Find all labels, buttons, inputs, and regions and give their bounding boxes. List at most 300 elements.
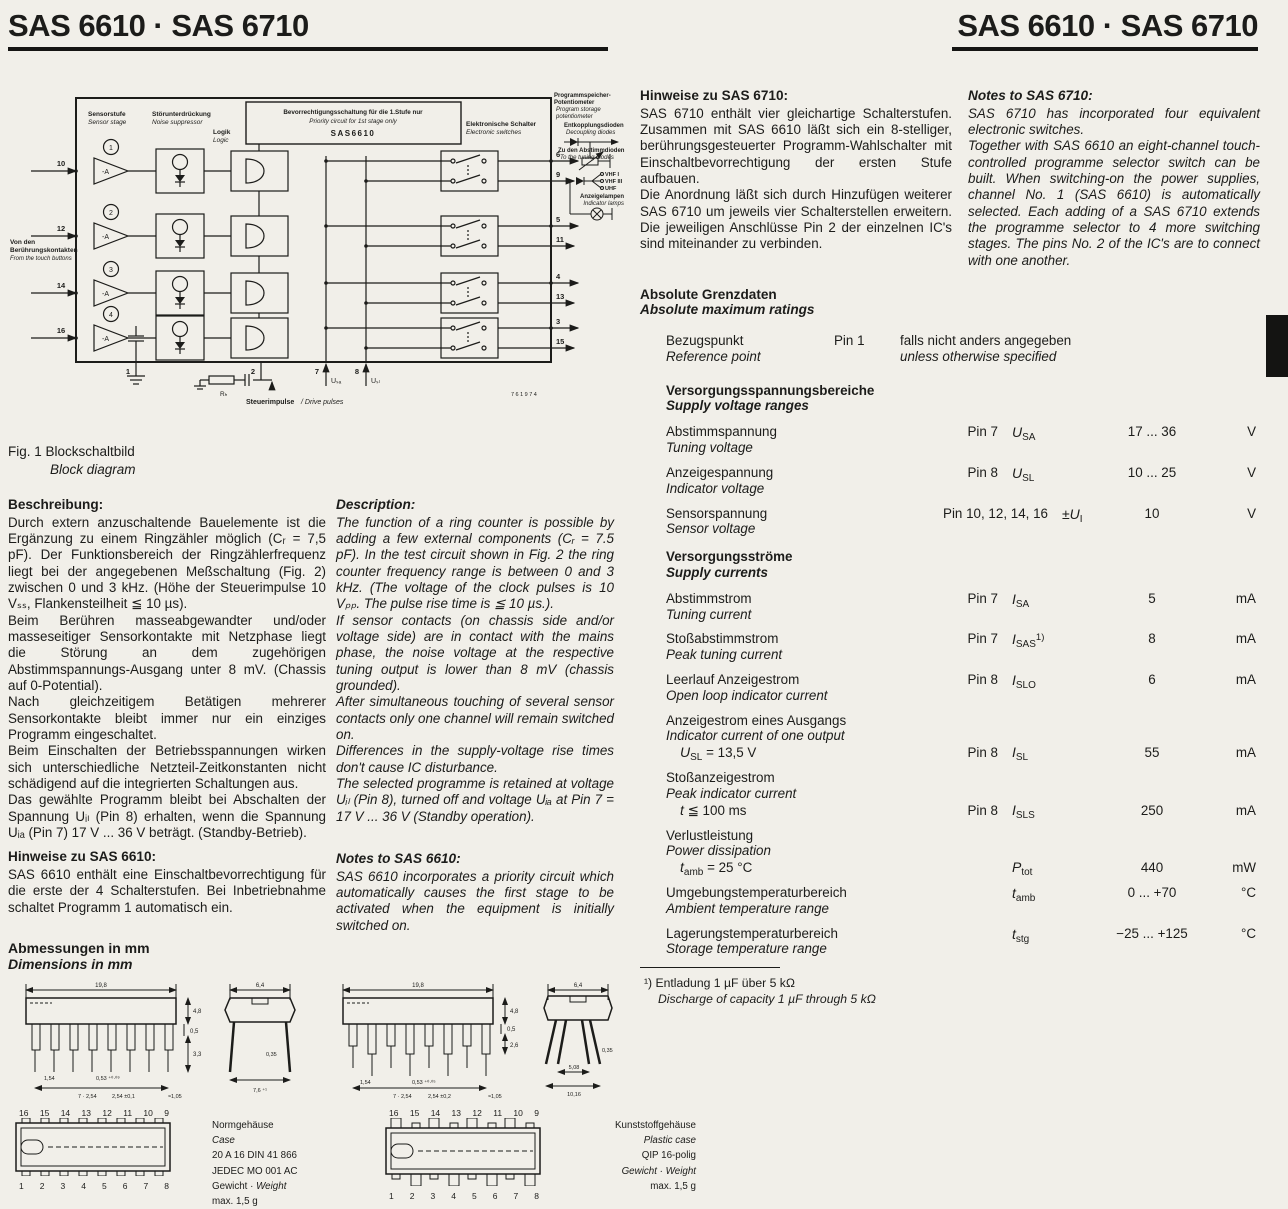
pin-number: 5 bbox=[472, 1191, 477, 1201]
touch-contacts-label-de: Von den bbox=[10, 239, 36, 246]
rating-symbol bbox=[1012, 885, 1088, 902]
sensor-stage-label-de: Sensorstufe bbox=[88, 111, 126, 118]
rating-unit: mA bbox=[1235, 590, 1256, 606]
symbol-subscript: tot bbox=[1021, 867, 1033, 879]
pin-number: 5 bbox=[102, 1181, 107, 1191]
drawing-ref-number: 761974 bbox=[511, 392, 539, 398]
pin-number: 8 bbox=[354, 367, 359, 376]
paragraph: If sensor contacts (on chassis side and/or voltage side) are in contact with the mains phase, the noise voltage at the respective tuning output is lower than 8 mV (chassis grounded). bbox=[336, 612, 614, 694]
dim-qip-body-height: 4,8 bbox=[510, 1009, 519, 1015]
rating-label-en: Indicator voltage bbox=[666, 480, 765, 496]
description-heading-en: Description: bbox=[336, 497, 416, 512]
ratings-heading bbox=[640, 287, 1260, 317]
rating-label-de: Stoßanzeigestrom bbox=[666, 770, 775, 786]
symbol-letter: I bbox=[1012, 672, 1016, 689]
header-rule-left bbox=[8, 47, 608, 51]
rating-pin: Pin 10, 12, 14, 16 bbox=[943, 505, 1048, 521]
rating-symbol bbox=[1062, 506, 1088, 523]
rating-label-en: Tuning voltage bbox=[666, 440, 753, 456]
dimensions-heading-en: Dimensions in mm bbox=[8, 956, 133, 972]
section-title-supply-currents bbox=[640, 549, 1260, 581]
symbol-letter: ±U bbox=[1062, 505, 1080, 522]
page-title-right: SAS 6610 · SAS 6710 bbox=[957, 8, 1258, 43]
rating-value: 6 bbox=[1148, 672, 1156, 688]
priority-label-de: Bevorrechtigungsschaltung für die 1.Stufe nur bbox=[283, 109, 423, 116]
weight-label-de: Gewicht · bbox=[621, 1165, 663, 1177]
uhf-label: UHF bbox=[605, 186, 617, 192]
paragraph: SAS 6710 enthält vier gleichartige Schalterstufen. Zusammen mit SAS 6610 läßt sich ein 8-stelliger, berührungsgesteuerter Programm-Wahlschalter mit Einschaltbevorrechtigung der ersten Stufe aufbauen. bbox=[640, 105, 952, 186]
rating-row bbox=[640, 672, 1260, 704]
dim-qip-side-width: 6,4 bbox=[573, 983, 583, 989]
rating-unit: V bbox=[1247, 424, 1256, 440]
notes6710-german bbox=[640, 88, 952, 269]
pin-number: 11 bbox=[556, 235, 564, 244]
notes6710-block bbox=[640, 88, 1260, 269]
stage-number: 1 bbox=[109, 145, 113, 152]
symbol-subscript: SLO bbox=[1015, 680, 1036, 692]
package-weight-value: max. 1,5 g bbox=[212, 1195, 258, 1207]
rating-pin: Pin 8 bbox=[967, 672, 998, 688]
paragraph: The selected programme is retained at voltage Uᵢₗ (Pin 8), turned off and voltage Uᵢₐ at Pin 7 = 17 V ... 36 V (Standby operation). bbox=[336, 776, 614, 824]
symbol-letter: t bbox=[1012, 884, 1016, 901]
symbol-letter: I bbox=[1012, 631, 1016, 648]
priority-chip-label: SAS6610 bbox=[330, 129, 376, 138]
reference-condition-en: unless otherwise specified bbox=[900, 348, 1057, 364]
rating-value: 55 bbox=[1144, 745, 1160, 761]
pin-number: 4 bbox=[556, 272, 561, 281]
rating-row bbox=[640, 424, 1260, 456]
pin-number: 13 bbox=[556, 292, 565, 301]
pin-number: 4 bbox=[81, 1181, 86, 1191]
pin-number: 13 bbox=[451, 1108, 461, 1118]
pin-number: 15 bbox=[39, 1108, 50, 1118]
rating-row bbox=[640, 926, 1260, 958]
rating-label-de: Sensorspannung bbox=[666, 505, 768, 521]
prog-pot-label-de2: Potentiometer bbox=[554, 100, 595, 106]
indicator-lamps-label-de: Anzeigelampen bbox=[579, 194, 624, 200]
package-top-views bbox=[8, 1108, 696, 1209]
dip-pin-numbers-top bbox=[19, 1108, 169, 1118]
paragraph: The function of a ring counter is possible by adding a few external components (Cᵣ = 7.5 pF). In the test circuit shown in Fig. 2 the ring counter frequency range is between 0 and 3 kHz. (The voltage of the clock pulses is 10 Vₚₚ. The pulse rise time is ≦ 10 µs.). bbox=[336, 514, 614, 612]
pin-number: 12 bbox=[472, 1108, 482, 1118]
description-heading-de: Beschreibung: bbox=[8, 497, 104, 512]
pin-number: 7 bbox=[143, 1181, 149, 1191]
rating-label-en: Power dissipation bbox=[666, 843, 771, 859]
rating-unit: mA bbox=[1235, 672, 1256, 688]
rating-symbol bbox=[1012, 926, 1088, 943]
rating-label-en: Indicator current of one output bbox=[666, 728, 845, 744]
section-title-de: Versorgungsspannungsbereiche bbox=[666, 382, 875, 398]
amp-label: -A bbox=[102, 234, 109, 241]
dimensions-heading-de: Abmessungen in mm bbox=[8, 940, 150, 956]
rating-pin: Pin 7 bbox=[967, 590, 998, 606]
symbol-subscript: SA bbox=[1015, 598, 1030, 610]
rating-label-de: Abstimmspannung bbox=[666, 424, 777, 440]
noise-suppressor-label-en: Noise suppressor bbox=[152, 119, 203, 126]
rating-label-de: Lagerungstemperaturbereich bbox=[666, 925, 838, 941]
paragraph: Beim Berühren masseabgewandter und/oder masseseitiger Sensorkontakte mit Netzphase liegt die Störung an dem zugehörigen Abstimmspannungs-Ausgang unter 8 mV. (Chassis auf 0-Potential). bbox=[8, 612, 326, 694]
stage-number: 2 bbox=[109, 210, 113, 217]
figure-caption-de: Fig. 1 Blockschaltbild bbox=[8, 444, 135, 459]
amp-label: -A bbox=[102, 169, 109, 176]
usl-label: Uₛₗ bbox=[371, 378, 380, 385]
section-title-en: Supply voltage ranges bbox=[666, 398, 809, 414]
qip-pin-numbers-top bbox=[389, 1108, 539, 1118]
pin-number: 11 bbox=[493, 1108, 503, 1118]
description-english-column bbox=[336, 497, 614, 934]
rating-unit: mA bbox=[1235, 745, 1256, 761]
qip-top-view-drawing bbox=[378, 1118, 550, 1186]
pin-number: 8 bbox=[164, 1181, 169, 1191]
rating-pin: Pin 7 bbox=[967, 631, 998, 647]
rating-label-en: Storage temperature range bbox=[666, 941, 827, 957]
header-rule-right bbox=[952, 47, 1258, 51]
page-title-left: SAS 6610 · SAS 6710 bbox=[8, 8, 309, 43]
section-title-en: Supply currents bbox=[666, 564, 768, 580]
pin-number: 3 bbox=[430, 1191, 436, 1201]
dip-top-view-drawing bbox=[8, 1118, 180, 1176]
rating-label-en: Peak indicator current bbox=[666, 785, 797, 801]
rating-symbol bbox=[1012, 465, 1088, 482]
drive-pulses-label-en: / Drive pulses bbox=[301, 399, 344, 406]
ratings-heading-de: Absolute Grenzdaten bbox=[640, 287, 777, 303]
rating-pin: Pin 8 bbox=[967, 745, 998, 761]
tuning-diodes-label-de: Zu den Abstimmdioden bbox=[558, 148, 625, 154]
symbol-letter: U bbox=[1012, 464, 1023, 481]
pin-number: 6 bbox=[556, 150, 561, 159]
pin-number: 10 bbox=[56, 159, 66, 168]
package-name-de: Normgehäuse bbox=[212, 1120, 274, 1131]
pin-number: 12 bbox=[102, 1108, 112, 1118]
dip-top-view bbox=[8, 1108, 180, 1191]
rating-condition bbox=[666, 859, 858, 879]
qip-top-view bbox=[378, 1108, 550, 1201]
reference-point-de: Bezugspunkt bbox=[666, 333, 744, 349]
priority-label-en: Priority circuit for 1st stage only bbox=[309, 118, 397, 125]
indicator-lamps-label-en: Indicator lamps bbox=[583, 201, 624, 207]
paragraph: Die Anordnung läßt sich durch Hinzufügen weiterer SAS 6710 um jeweils vier Schalterstellen erweitern. Die jeweiligen Anschlüsse Pin 2 der einzelnen IC's sind miteinander zu verbinden. bbox=[640, 187, 952, 252]
rating-row bbox=[640, 770, 1260, 821]
rating-value: 5 bbox=[1148, 590, 1156, 606]
rating-label-en: Open loop indicator current bbox=[666, 687, 828, 703]
pin-number: 5 bbox=[556, 215, 561, 224]
figure-caption bbox=[8, 443, 136, 478]
rating-value: 10 ... 25 bbox=[1127, 464, 1177, 480]
rating-label-de: Anzeigestrom eines Ausgangs bbox=[666, 712, 847, 728]
symbol-letter: I bbox=[1012, 590, 1016, 607]
symbol-footnote-ref: 1) bbox=[1035, 632, 1045, 644]
rating-value: 10 bbox=[1144, 505, 1160, 521]
package-weight-label bbox=[578, 1164, 696, 1179]
pin-number: 14 bbox=[430, 1108, 441, 1118]
notes6610-heading-en: Notes to SAS 6610: bbox=[336, 851, 461, 867]
dip-package-text bbox=[212, 1118, 362, 1209]
symbol-letter: I bbox=[1012, 744, 1016, 761]
section-title-supply-voltages bbox=[640, 383, 1260, 415]
dim-qip-pitch: 2,54 ±0,2 bbox=[428, 1094, 451, 1100]
reference-point-condition bbox=[900, 333, 1260, 365]
dim-dip-tip: ≈1,05 bbox=[168, 1094, 182, 1100]
rating-symbol bbox=[1012, 631, 1088, 651]
tuning-diodes-label-en: To the tuning diodes bbox=[560, 155, 614, 161]
dim-dip-row-length: 7 · 2,54 bbox=[78, 1094, 97, 1100]
rating-unit: mA bbox=[1235, 631, 1256, 647]
dim-dip-width: 19,8 bbox=[95, 983, 107, 989]
dim-qip-inner-span: 5,08 bbox=[568, 1065, 580, 1071]
rating-label-de: Stoßabstimmstrom bbox=[666, 631, 779, 647]
package-type: QIP 16-polig bbox=[641, 1150, 696, 1162]
paragraph: Durch extern anzuschaltende Bauelemente ist die Ergänzung zu einem Ringzähler möglich (Cᵣ = 7,5 pF). Der Funktionsbereich der Ringzählerfrequenz liegt bei der angegebenen Meßschaltung (Fig. 2) zwischen 0 und 3 kHz. (Höhe der Steuerimpulse 10 Vₛₛ, Flankensteilheit ≦ 10 µs). bbox=[8, 514, 326, 612]
rating-unit: °C bbox=[1240, 925, 1256, 941]
paragraph: SAS 6610 enthält eine Einschaltbevorrechtigung für die erste der 4 Schalterstufen. Bei Inbetriebnahme schaltet Programm 1 automatisch ein. bbox=[8, 867, 326, 915]
rating-value: 250 bbox=[1140, 802, 1164, 818]
absolute-maximum-ratings bbox=[640, 287, 1260, 1006]
symbol-letter: P bbox=[1012, 859, 1022, 876]
dim-qip-tip: ≈1,05 bbox=[488, 1094, 502, 1100]
condition-symbol: t bbox=[680, 859, 684, 876]
rating-label-de: Anzeigespannung bbox=[666, 464, 774, 480]
pin-number: 1 bbox=[19, 1181, 24, 1191]
stage-number: 4 bbox=[109, 312, 113, 319]
pin-number: 1 bbox=[125, 367, 130, 376]
rating-symbol bbox=[1012, 672, 1088, 692]
condition-text: = 13,5 V bbox=[702, 745, 757, 761]
rating-label-de: Leerlauf Anzeigestrom bbox=[666, 672, 800, 688]
rating-unit: °C bbox=[1240, 884, 1256, 900]
pin-number: 12 bbox=[56, 224, 66, 233]
pin-number: 3 bbox=[60, 1181, 66, 1191]
switches-label-en: Electronic switches bbox=[466, 129, 522, 136]
amp-label: -A bbox=[102, 336, 109, 343]
amp-label: -A bbox=[102, 291, 109, 298]
condition-subscript: SL bbox=[690, 752, 703, 764]
rating-row bbox=[640, 465, 1260, 497]
notes6710-heading-en: Notes to SAS 6710: bbox=[968, 88, 1093, 103]
pin-number: 15 bbox=[409, 1108, 420, 1118]
rating-unit: V bbox=[1247, 464, 1256, 480]
touch-contacts-label-en: From the touch buttons bbox=[10, 256, 72, 262]
rating-label-de: Abstimmstrom bbox=[666, 590, 752, 606]
rating-pin: Pin 8 bbox=[967, 802, 998, 818]
paragraph: SAS 6610 incorporates a priority circuit which automatically causes the first stage to be activated when the equipment is initially switched on. bbox=[336, 868, 614, 933]
rating-value: −25 ... +125 bbox=[1116, 925, 1188, 941]
dimensions-heading bbox=[8, 940, 150, 972]
rating-symbol bbox=[1012, 802, 1088, 819]
condition-symbol: U bbox=[680, 744, 691, 761]
symbol-subscript: SL bbox=[1015, 752, 1029, 764]
dim-dip-pin-width: 1,54 bbox=[44, 1076, 55, 1082]
dim-qip-lead-thickness: 0,35 bbox=[602, 1048, 613, 1054]
symbol-subscript: SLS bbox=[1015, 809, 1035, 821]
rating-row bbox=[640, 591, 1260, 623]
weight-label-en: Weight bbox=[665, 1165, 696, 1177]
rating-row bbox=[640, 506, 1260, 538]
logic-label-en: Logic bbox=[213, 137, 229, 144]
block-diagram bbox=[6, 86, 628, 434]
pin-number: 6 bbox=[492, 1191, 498, 1201]
reference-condition-de: falls nicht anders angegeben bbox=[900, 333, 1072, 349]
rating-symbol bbox=[1012, 859, 1088, 879]
symbol-letter: U bbox=[1012, 424, 1023, 441]
rating-label-en: Ambient temperature range bbox=[666, 900, 830, 916]
symbol-letter: t bbox=[1012, 925, 1016, 942]
pin-number: 13 bbox=[81, 1108, 91, 1118]
prog-pot-label-en2: potentiometer bbox=[556, 114, 593, 120]
paragraph: After simultaneous touching of several sensor contacts only one channel will remain switched on. bbox=[336, 694, 614, 743]
symbol-subscript: SAS bbox=[1015, 639, 1036, 651]
dim-dip-body-height: 4,8 bbox=[193, 1009, 202, 1015]
notes6710-heading-de: Hinweise zu SAS 6710: bbox=[640, 88, 789, 103]
pin-number: 2 bbox=[39, 1181, 45, 1191]
dim-dip-span: 7,6 ⁺¹ bbox=[253, 1088, 267, 1094]
right-half bbox=[640, 88, 1260, 1006]
reference-point-line bbox=[640, 333, 1260, 365]
symbol-letter: I bbox=[1012, 801, 1016, 818]
dim-qip-pin-width: 1,54 bbox=[360, 1080, 371, 1086]
description-german-column bbox=[8, 497, 326, 916]
figure-caption-en: Block diagram bbox=[50, 461, 136, 477]
rating-row bbox=[640, 885, 1260, 917]
pin-number: 3 bbox=[556, 317, 561, 326]
pin-number: 10 bbox=[143, 1108, 153, 1118]
dim-qip-row-length: 7 · 2,54 bbox=[393, 1094, 412, 1100]
dim-dip-side-width: 6,4 bbox=[255, 983, 265, 989]
sensor-stage-label-en: Sensor stage bbox=[88, 119, 127, 126]
rating-unit: mW bbox=[1232, 860, 1256, 876]
reference-point-en: Reference point bbox=[666, 348, 761, 364]
rating-label-en: Peak tuning current bbox=[666, 647, 783, 663]
footnote-en: Discharge of capacity 1 µF through 5 kΩ bbox=[658, 992, 876, 1007]
pin-number: 1 bbox=[389, 1191, 394, 1201]
pin-number: 14 bbox=[60, 1108, 71, 1118]
symbol-subscript: SL bbox=[1022, 472, 1035, 484]
rating-symbol bbox=[1012, 591, 1088, 608]
symbol-subscript: stg bbox=[1015, 933, 1030, 945]
paragraph: Beim Einschalten der Betriebsspannungen wirken sich unterschiedliche Netzteil-Zeitkonstanten nicht schädigend auf die integrierten Schaltungen aus. bbox=[8, 743, 326, 792]
rating-label-en: Tuning current bbox=[666, 606, 752, 622]
symbol-subscript: SA bbox=[1022, 432, 1036, 444]
paragraph: Nach gleichzeitigem Betätigen mehrerer Sensorkontakte bleibt immer nur ein einziges Programm eingeschaltet. bbox=[8, 694, 326, 743]
rating-symbol bbox=[1012, 424, 1088, 444]
usa-label: Uₛₐ bbox=[331, 378, 342, 385]
pin-number: 8 bbox=[534, 1191, 539, 1201]
paragraph: Das gewählte Programm bleibt bei Abschalten der Spannung Uᵢₗ (Pin 8) erhalten, wenn die Spannung Uᵢₐ (Pin 7) 17 V ... 36 V beträgt. (Standby-Betrieb). bbox=[8, 792, 326, 841]
weight-label-de: Gewicht · bbox=[212, 1180, 254, 1192]
footnote-de: ¹) Entladung 1 µF über 5 kΩ bbox=[644, 976, 795, 991]
rating-pin: Pin 7 bbox=[967, 424, 998, 440]
reference-point-pin: Pin 1 bbox=[834, 333, 865, 349]
pin-number: 11 bbox=[123, 1108, 133, 1118]
dim-dip-shoulder: 0,5 bbox=[190, 1029, 199, 1035]
package-name-en: Case bbox=[212, 1135, 235, 1147]
pin-number: 15 bbox=[556, 337, 565, 346]
decoupling-diodes-label-de: Entkopplungsdioden bbox=[564, 123, 624, 129]
pin-number: 16 bbox=[19, 1108, 29, 1118]
rating-row bbox=[640, 712, 1260, 764]
vhf1-label: VHF I bbox=[605, 172, 620, 178]
package-name-de: Kunststoffgehäuse bbox=[615, 1120, 696, 1131]
footnote bbox=[640, 967, 1260, 1006]
package-name-en: Plastic case bbox=[643, 1135, 696, 1147]
pin-number: 4 bbox=[451, 1191, 456, 1201]
dim-qip-width: 19,8 bbox=[412, 983, 424, 989]
rating-unit: mA bbox=[1235, 802, 1256, 818]
condition-subscript: amb bbox=[683, 867, 704, 879]
pin-number: 16 bbox=[56, 326, 66, 335]
rating-label-de: Umgebungstemperaturbereich bbox=[666, 884, 847, 900]
pin-number: 14 bbox=[56, 281, 66, 290]
rating-value: 17 ... 36 bbox=[1127, 424, 1177, 440]
ratings-heading-en: Absolute maximum ratings bbox=[640, 302, 815, 318]
package-din-spec: 20 A 16 DIN 41 866 bbox=[212, 1150, 297, 1162]
notes6610-heading-de: Hinweise zu SAS 6610: bbox=[8, 849, 157, 865]
noise-suppressor-label-de: Störunterdrückung bbox=[152, 111, 211, 118]
pin-number: 16 bbox=[389, 1108, 399, 1118]
switches-label-de: Elektronische Schalter bbox=[466, 121, 537, 128]
vhf3-label: VHF III bbox=[605, 179, 623, 185]
section-title-de: Versorgungsströme bbox=[666, 549, 793, 565]
pin-number: 10 bbox=[513, 1108, 523, 1118]
rh-label: Rₕ bbox=[220, 391, 228, 398]
rating-label-en: Sensor voltage bbox=[666, 521, 756, 537]
dim-dip-lead-thickness: 0,35 bbox=[266, 1052, 277, 1058]
rating-symbol bbox=[1012, 744, 1088, 764]
reference-point-label bbox=[666, 333, 834, 365]
pin-number: 9 bbox=[164, 1108, 169, 1118]
dip-pin-numbers-bottom bbox=[19, 1181, 169, 1191]
pin-number: 2 bbox=[250, 367, 255, 376]
dim-qip-outer-span: 10,16 bbox=[567, 1092, 581, 1098]
dim-dip-pin-thickness: 0,53 ⁺⁰·⁰⁹ bbox=[96, 1076, 120, 1082]
dim-qip-pin-thickness: 0,53 ⁺⁰·⁰⁵ bbox=[412, 1080, 436, 1086]
pin-number: 9 bbox=[534, 1108, 539, 1118]
paragraph: Together with SAS 6610 an eight-channel touch-controlled programme selector switch can be built. When switching-on the power supplies, channel No. 1 (SAS 6610) is automatically selected. Each adding of a SAS 6710 extends the programme selector to 4 more switching stages. The pins No. 2 of the IC's are to connect with one another. bbox=[968, 138, 1260, 268]
dim-qip-pin-length: 2,6 bbox=[510, 1043, 519, 1049]
paragraph: SAS 6710 has incorporated four equivalent electronic switches. bbox=[968, 105, 1260, 137]
pin-number: 6 bbox=[122, 1181, 128, 1191]
pin-number: 7 bbox=[314, 367, 319, 376]
package-weight-value: max. 1,5 g bbox=[650, 1180, 696, 1192]
notes6710-english bbox=[968, 88, 1260, 269]
dim-qip-shoulder: 0,5 bbox=[507, 1027, 516, 1033]
package-weight-label bbox=[212, 1179, 362, 1194]
rating-condition bbox=[666, 744, 858, 764]
qip-package-text bbox=[578, 1118, 696, 1194]
symbol-subscript: amb bbox=[1015, 892, 1036, 904]
rating-row bbox=[640, 631, 1260, 663]
package-jedec-spec: JEDEC MO 001 AC bbox=[212, 1165, 298, 1177]
decoupling-diodes-label-en: Decoupling diodes bbox=[566, 130, 616, 136]
drive-pulses-label-de: Steuerimpulse bbox=[246, 399, 295, 406]
package-dimension-drawings bbox=[8, 976, 643, 1104]
weight-label-en: Weight bbox=[256, 1180, 287, 1192]
pin-number: 9 bbox=[556, 170, 561, 179]
condition-symbol: t bbox=[680, 801, 684, 818]
rating-unit: V bbox=[1247, 505, 1256, 521]
dim-dip-pitch: 2,54 ±0,1 bbox=[112, 1094, 135, 1100]
dim-dip-pin-length: 3,3 bbox=[193, 1052, 202, 1058]
prog-pot-label-en1: Program storage bbox=[556, 107, 601, 113]
rating-label-de: Verlustleistung bbox=[666, 827, 754, 843]
pin-number: 2 bbox=[409, 1191, 415, 1201]
pin-number: 7 bbox=[513, 1191, 519, 1201]
condition-text: = 25 °C bbox=[703, 860, 753, 876]
symbol-subscript: I bbox=[1079, 513, 1083, 525]
touch-contacts-label-de2: Berührungskontakten bbox=[10, 247, 78, 254]
rating-pin: Pin 8 bbox=[967, 464, 998, 480]
logic-label-de: Logik bbox=[213, 129, 231, 136]
rating-condition bbox=[666, 802, 858, 819]
